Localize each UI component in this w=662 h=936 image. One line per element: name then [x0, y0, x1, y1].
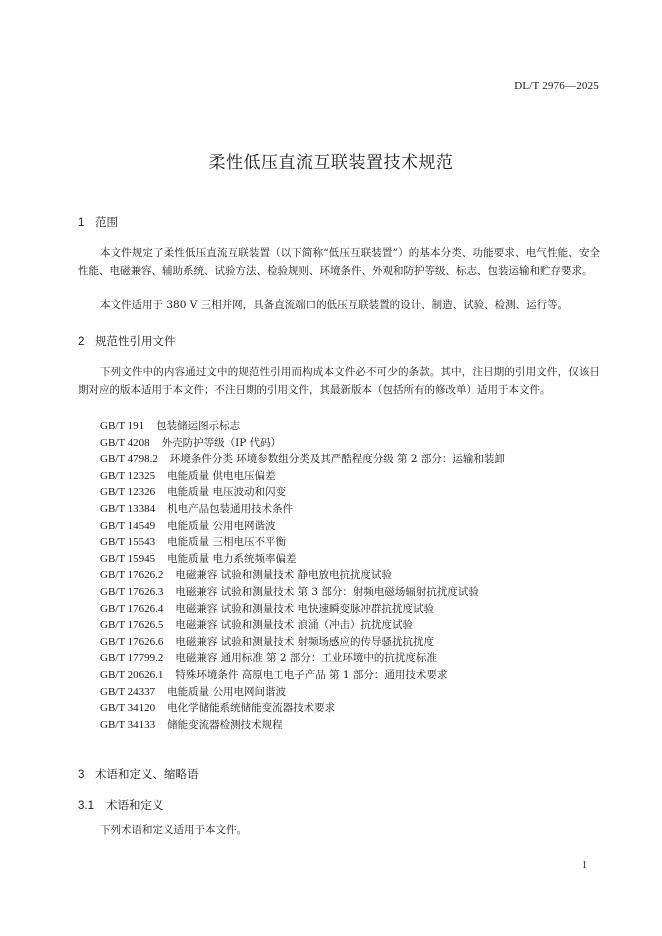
- section-3-1-title: 术语和定义: [106, 798, 164, 812]
- reference-list: [100, 418, 505, 733]
- reference-title: 电磁兼容 试验和测量技术 静电放电抗扰度试验: [175, 569, 393, 582]
- reference-item: [100, 435, 505, 452]
- reference-item: [100, 551, 505, 568]
- reference-code: GB/T 17626.4: [100, 602, 164, 615]
- section-2-title: 规范性引用文件: [95, 334, 176, 348]
- reference-title: 电能质量 供电电压偏差: [167, 469, 276, 482]
- section-2-number: 2: [78, 336, 85, 348]
- reference-item: [100, 700, 505, 717]
- reference-title: 电磁兼容 试验和测量技术 射频场感应的传导骚扰抗扰度: [175, 635, 435, 648]
- reference-item: [100, 684, 505, 701]
- section-3-number: 3: [78, 769, 85, 781]
- reference-code: GB/T 12326: [100, 486, 156, 499]
- reference-item: [100, 418, 505, 435]
- reference-code: GB/T 191: [100, 420, 145, 432]
- reference-code: GB/T 14549: [100, 519, 156, 532]
- reference-title: 电能质量 三相电压不平衡: [167, 536, 286, 549]
- section-1-title: 范围: [95, 215, 118, 229]
- reference-item: [100, 601, 505, 618]
- reference-item: [100, 501, 505, 518]
- reference-title: 电磁兼容 试验和测量技术 浪涌（冲击）抗扰度试验: [175, 619, 414, 632]
- reference-item: [100, 717, 505, 734]
- reference-code: GB/T 15945: [100, 552, 156, 565]
- reference-title: 环境条件分类 环境参数组分类及其严酷程度分级 第 2 部分：运输和装卸: [169, 453, 505, 466]
- section-1-paragraph-2: 本文件适用于 380 V 三相并网，具备直流端口的低压互联装置的设计、制造、试验、检测、运行等。: [100, 299, 569, 311]
- reference-title: 电化学储能系统储能变流器技术要求: [167, 702, 336, 715]
- document-title: 柔性低压直流互联装置技术规范: [208, 153, 454, 173]
- reference-code: GB/T 4798.2: [100, 453, 158, 466]
- reference-code: GB/T 34120: [100, 702, 156, 715]
- section-1-heading: [78, 214, 118, 230]
- reference-code: GB/T 20626.1: [100, 668, 164, 681]
- reference-code: GB/T 13384: [100, 502, 156, 515]
- reference-item: [100, 484, 505, 501]
- reference-title: 电能质量 公用电网谐波: [167, 519, 276, 532]
- reference-title: 电磁兼容 试验和测量技术 电快速瞬变脉冲群抗扰度试验: [175, 602, 435, 615]
- reference-title: 电能质量 电压波动和闪变: [167, 486, 286, 499]
- reference-code: GB/T 17626.2: [100, 569, 164, 582]
- reference-title: 电磁兼容 通用标准 第 2 部分：工业环境中的抗扰度标准: [175, 652, 437, 665]
- reference-item: [100, 650, 505, 667]
- reference-item: [100, 584, 505, 601]
- reference-code: GB/T 17626.5: [100, 619, 164, 632]
- section-3-1-paragraph: 下列术语和定义适用于本文件。: [100, 824, 247, 836]
- reference-item: [100, 468, 505, 485]
- reference-title: 外壳防护等级（IP 代码）: [161, 436, 282, 449]
- section-3-title: 术语和定义、缩略语: [95, 767, 199, 781]
- reference-title: 包装储运图示标志: [156, 420, 241, 432]
- reference-item: [100, 617, 505, 634]
- section-1-number: 1: [78, 217, 85, 229]
- page-number: 1: [582, 860, 587, 871]
- reference-code: GB/T 34133: [100, 718, 156, 731]
- section-1-paragraph-1: 本文件规定了柔性低压直流互联装置（以下简称“低压互联装置”）的基本分类、功能要求、电气性能、安全性能、电磁兼容、辅助系统、试验方法、检验规则、环境条件、外观和防护等级、标志、包装运输和贮存要求。: [78, 247, 600, 277]
- section-3-1-heading: [78, 797, 164, 813]
- reference-item: [100, 667, 505, 684]
- reference-code: GB/T 17626.6: [100, 635, 164, 648]
- section-2-intro: 下列文件中的内容通过文中的规范性引用而构成本文件必不可少的条款。其中，注日期的引用文件，仅该日期对应的版本适用于本文件；不注日期的引用文件，其最新版本（包括所有的修改单）适用于本文件。: [78, 366, 600, 396]
- reference-title: 机电产品包装通用技术条件: [167, 502, 294, 515]
- section-3-heading: [78, 766, 199, 782]
- reference-item: [100, 634, 505, 651]
- section-3-1-number: 3.1: [78, 800, 94, 812]
- reference-title: 特殊环境条件 高原电工电子产品 第 1 部分：通用技术要求: [175, 668, 448, 681]
- reference-title: 储能变流器检测技术规程: [167, 718, 283, 731]
- reference-item: [100, 534, 505, 551]
- reference-item: [100, 567, 505, 584]
- document-code: DL/T 2976—2025: [514, 80, 599, 92]
- reference-title: 电磁兼容 试验和测量技术 第 3 部分：射频电磁场辐射抗扰度试验: [175, 585, 479, 598]
- reference-code: GB/T 17799.2: [100, 652, 164, 665]
- reference-code: GB/T 4208: [100, 436, 150, 449]
- reference-title: 电能质量 电力系统频率偏差: [167, 552, 297, 565]
- reference-code: GB/T 12325: [100, 469, 156, 482]
- reference-item: [100, 451, 505, 468]
- reference-code: GB/T 17626.3: [100, 585, 164, 598]
- reference-item: [100, 518, 505, 535]
- reference-code: GB/T 24337: [100, 685, 156, 698]
- reference-title: 电能质量 公用电网间谐波: [167, 685, 286, 698]
- section-2-heading: [78, 333, 176, 349]
- reference-code: GB/T 15543: [100, 536, 156, 549]
